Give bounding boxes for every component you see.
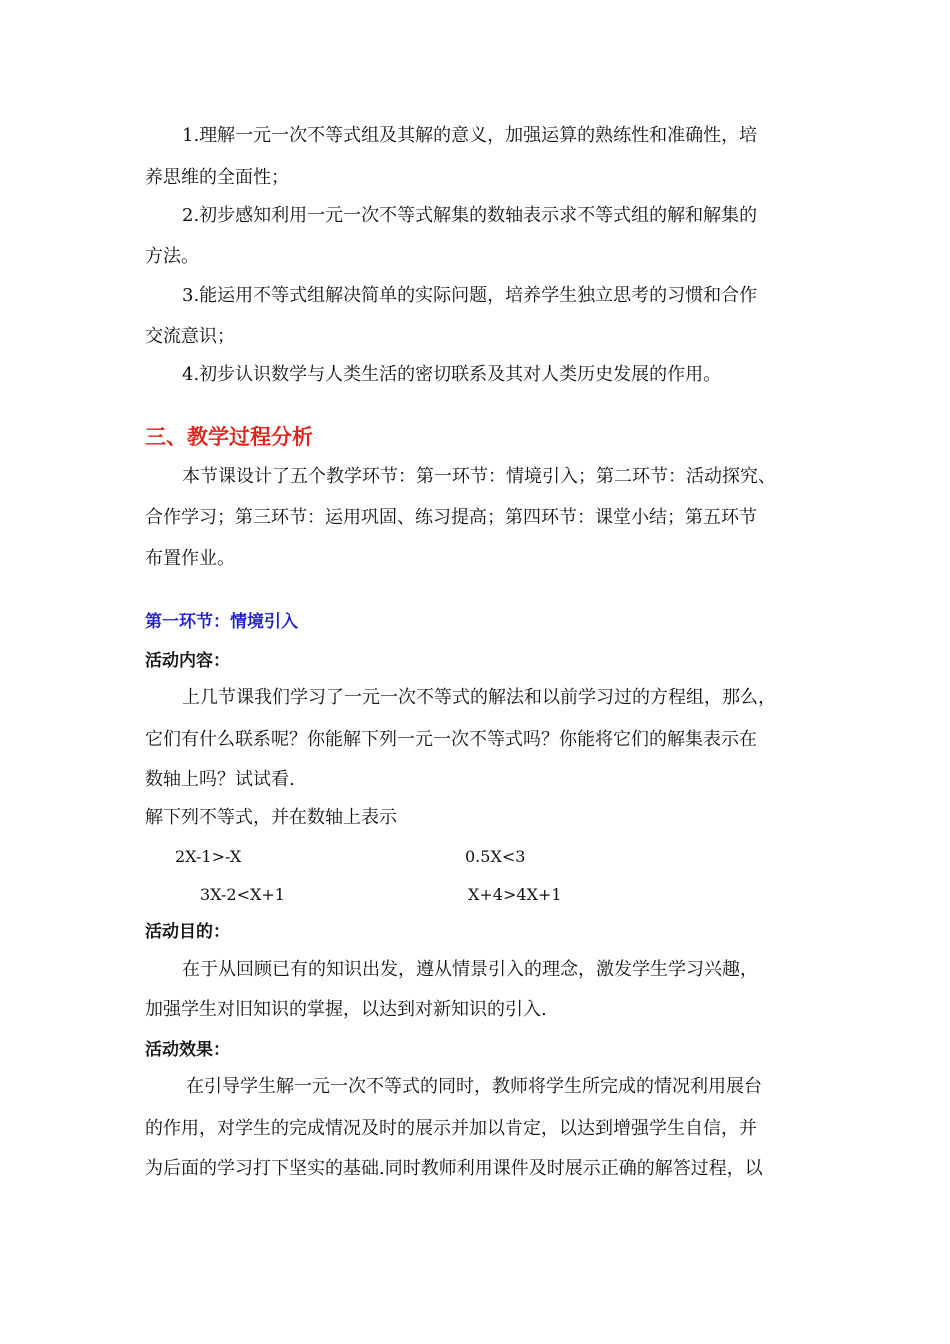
objective-line: 交流意识； [145,326,235,347]
intro-line: 本节课设计了五个教学环节：第一环节：情境引入；第二环节：活动探究、 [182,466,776,487]
section-heading: 三、教学过程分析 [145,425,313,449]
activity-content-label: 活动内容： [145,651,230,671]
objective-line: 2.初步感知利用一元一次不等式解集的数轴表示求不等式组的解和解集的 [182,205,758,226]
purpose-line: 在于从回顾已有的知识出发，遵从情景引入的理念，激发学生学习兴趣， [182,959,758,980]
objective-line: 方法。 [145,246,199,267]
objective-line: 养思维的全面性； [145,167,289,188]
inequality: 0.5X<3 [465,847,526,866]
effect-line: 在引导学生解一元一次不等式的同时，教师将学生所完成的情况利用展台 [186,1076,762,1097]
objective-line: 4.初步认识数学与人类生活的密切联系及其对人类历史发展的作用。 [182,364,722,385]
inequality: 2X-1>-X [175,847,242,866]
activity-effect-label: 活动效果： [145,1040,230,1060]
intro-line: 布置作业。 [145,548,235,569]
purpose-line: 加强学生对旧知识的掌握，以达到对新知识的引入. [145,999,547,1020]
effect-line: 的作用，对学生的完成情况及时的展示并加以肯定，以达到增强学生自信，并 [145,1118,757,1139]
inequality: 3X-2<X+1 [200,885,285,904]
intro-line: 合作学习；第三环节：运用巩固、练习提高；第四环节：课堂小结；第五环节 [145,507,757,528]
content-line: 上几节课我们学习了一元一次不等式的解法和以前学习过的方程组，那么， [182,687,776,708]
inequality: X+4>4X+1 [468,885,562,904]
objective-line: 3.能运用不等式组解决简单的实际问题，培养学生独立思考的习惯和合作 [182,285,758,306]
content-line: 解下列不等式，并在数轴上表示 [145,807,397,828]
stage-heading: 第一环节：情境引入 [145,612,298,632]
objective-line: 1.理解一元一次不等式组及其解的意义，加强运算的熟练性和准确性，培 [182,125,758,146]
effect-line: 为后面的学习打下坚实的基础.同时教师利用课件及时展示正确的解答过程，以 [145,1158,763,1179]
content-line: 数轴上吗？试试看. [145,769,295,790]
content-line: 它们有什么联系呢？你能解下列一元一次不等式吗？你能将它们的解集表示在 [145,729,757,750]
activity-purpose-label: 活动目的： [145,922,230,942]
